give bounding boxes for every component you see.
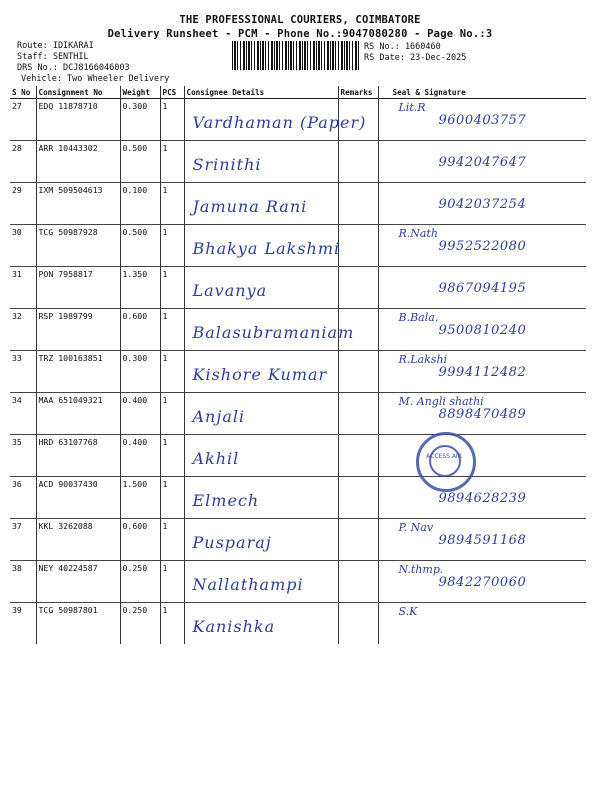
pcs-cell: 1 (160, 561, 184, 603)
consignee-name: Balasubramaniam (192, 323, 355, 342)
signature-cell (378, 183, 586, 225)
signature-cell (378, 477, 586, 519)
receiver-signature: Lit.R (398, 101, 426, 114)
pcs-cell: 1 (160, 435, 184, 477)
remarks-cell (338, 435, 378, 477)
table-row (10, 561, 586, 603)
drs-label: DRS No.: DCJ8166046003 (17, 63, 130, 73)
weight-cell: 0.300 (120, 351, 160, 393)
consignee-name: Nallathampi (192, 575, 304, 594)
consignee-cell (184, 351, 338, 393)
consignee-name: Kishore Kumar (192, 365, 328, 384)
signature-cell (378, 519, 586, 561)
receiver-phone: 9942047647 (438, 155, 527, 170)
table-row (10, 183, 586, 225)
consignee-cell (184, 393, 338, 435)
sno-cell: 38 (10, 561, 36, 603)
consignment-no-cell: ACD 90037430 (36, 477, 120, 519)
consignment-no-cell: TCG 50987801 (36, 603, 120, 645)
rs-number: RS No.: 1660460 (364, 42, 441, 52)
table-row (10, 477, 586, 519)
weight-cell: 1.500 (120, 477, 160, 519)
signature-cell (378, 435, 586, 477)
consignment-no-cell: MAA 651049321 (36, 393, 120, 435)
table-row (10, 225, 586, 267)
pcs-cell: 1 (160, 309, 184, 351)
receiver-phone: 9600403757 (438, 113, 527, 128)
consignment-no-cell: HRD 63107768 (36, 435, 120, 477)
table-row (10, 267, 586, 309)
col-header-consignee: Consignee Details (184, 86, 338, 99)
signature-cell (378, 141, 586, 183)
consignment-no-cell: ARR 10443302 (36, 141, 120, 183)
signature-cell (378, 393, 586, 435)
sno-cell: 37 (10, 519, 36, 561)
runsheet-subtitle: Delivery Runsheet - PCM - Phone No.:9047080280 - Page No.:3 (107, 28, 493, 40)
consignee-name: Kanishka (192, 617, 276, 636)
remarks-cell (338, 351, 378, 393)
company-seal-stamp (416, 432, 476, 492)
receiver-signature: P. Nav (398, 521, 434, 534)
consignee-cell (184, 267, 338, 309)
sno-cell: 39 (10, 603, 36, 645)
consignment-no-cell: KKL 3262088 (36, 519, 120, 561)
consignee-cell (184, 435, 338, 477)
remarks-cell (338, 561, 378, 603)
pcs-cell: 1 (160, 519, 184, 561)
pcs-cell: 1 (160, 351, 184, 393)
receiver-signature: R.Nath (398, 227, 438, 240)
receiver-signature: N.thmp. (398, 563, 444, 576)
consignment-no-cell: RSP 1989799 (36, 309, 120, 351)
barcode-icon (232, 41, 360, 70)
table-row (10, 309, 586, 351)
signature-cell (378, 561, 586, 603)
sno-cell: 32 (10, 309, 36, 351)
receiver-phone: 8898470489 (438, 407, 527, 422)
receiver-signature: S.K (398, 605, 418, 618)
runsheet-table (10, 86, 586, 644)
table-row (10, 393, 586, 435)
sno-cell: 27 (10, 99, 36, 141)
consignee-name: Pusparaj (192, 533, 272, 552)
consignment-no-cell: TCG 50987928 (36, 225, 120, 267)
consignee-cell (184, 603, 338, 645)
sno-cell: 33 (10, 351, 36, 393)
weight-cell: 1.350 (120, 267, 160, 309)
consignee-name: Anjali (192, 407, 246, 426)
pcs-cell: 1 (160, 267, 184, 309)
consignee-cell (184, 99, 367, 141)
table-row (10, 603, 586, 645)
consignee-name: Elmech (192, 491, 260, 510)
stamp-text: ACCESS AIR (426, 453, 462, 460)
signature-cell (378, 309, 586, 351)
consignee-name: Akhil (192, 449, 240, 468)
consignment-no-cell: NEY 40224587 (36, 561, 120, 603)
table-row (10, 141, 586, 183)
pcs-cell: 1 (160, 225, 184, 267)
consignee-name: Bhakya Lakshmi (192, 239, 341, 258)
remarks-cell (338, 225, 378, 267)
consignee-cell (184, 225, 341, 267)
weight-cell: 0.500 (120, 225, 160, 267)
consignment-no-cell: EDQ 11878710 (36, 99, 120, 141)
pcs-cell: 1 (160, 99, 184, 141)
table-row (10, 351, 586, 393)
weight-cell: 0.600 (120, 309, 160, 351)
consignee-cell (184, 141, 338, 183)
sno-cell: 28 (10, 141, 36, 183)
consignee-name: Srinithi (192, 155, 262, 174)
vehicle-label: Vehicle: Two Wheeler Delivery (21, 74, 170, 84)
receiver-phone: 9500810240 (438, 323, 527, 338)
receiver-phone: 9842270060 (438, 575, 527, 590)
weight-cell: 0.300 (120, 99, 160, 141)
sno-cell: 29 (10, 183, 36, 225)
sno-cell: 36 (10, 477, 36, 519)
consignee-cell (184, 183, 338, 225)
signature-cell (378, 225, 586, 267)
remarks-cell (338, 477, 378, 519)
consignee-name: Vardhaman (Paper) (192, 113, 367, 132)
remarks-cell (338, 267, 378, 309)
consignee-cell (184, 477, 338, 519)
col-header-weight: Weight (120, 86, 160, 99)
table-header-row (10, 86, 586, 99)
consignment-no-cell: TRZ 100163851 (36, 351, 120, 393)
signature-cell (378, 99, 586, 141)
consignee-cell (184, 519, 338, 561)
sno-cell: 30 (10, 225, 36, 267)
receiver-signature: M. Angli shathi (398, 395, 484, 408)
table-row (10, 519, 586, 561)
pcs-cell: 1 (160, 477, 184, 519)
sno-cell: 35 (10, 435, 36, 477)
receiver-phone: 9042037254 (438, 197, 527, 212)
weight-cell: 0.250 (120, 603, 160, 645)
remarks-cell (338, 519, 378, 561)
consignee-cell (184, 561, 338, 603)
staff-label: Staff: SENTHIL (17, 52, 89, 62)
remarks-cell (338, 183, 378, 225)
consignment-no-cell: PON 7958817 (36, 267, 120, 309)
receiver-signature: R.Lakshi (398, 353, 448, 366)
consignee-name: Jamuna Rani (192, 197, 308, 216)
receiver-phone: 9894591168 (438, 533, 527, 548)
col-header-signature: Seal & Signature (378, 86, 586, 99)
weight-cell: 0.400 (120, 435, 160, 477)
company-title: THE PROFESSIONAL COURIERS, COIMBATORE (179, 14, 421, 26)
receiver-phone: 9994112482 (438, 365, 527, 380)
remarks-cell (338, 393, 378, 435)
table-row (10, 99, 586, 141)
pcs-cell: 1 (160, 393, 184, 435)
col-header-sno: S No (10, 86, 36, 99)
weight-cell: 0.400 (120, 393, 160, 435)
remarks-cell (338, 603, 378, 645)
sno-cell: 34 (10, 393, 36, 435)
pcs-cell: 1 (160, 141, 184, 183)
signature-cell (378, 603, 586, 645)
table-row (10, 435, 586, 477)
col-header-pcs: PCS (160, 86, 184, 99)
signature-cell (378, 267, 586, 309)
consignee-name: Lavanya (192, 281, 268, 300)
pcs-cell: 1 (160, 603, 184, 645)
weight-cell: 0.500 (120, 141, 160, 183)
weight-cell: 0.250 (120, 561, 160, 603)
col-header-consignment: Consignment No (36, 86, 120, 99)
weight-cell: 0.600 (120, 519, 160, 561)
remarks-cell (338, 141, 378, 183)
sno-cell: 31 (10, 267, 36, 309)
route-label: Route: IDIKARAI (17, 41, 94, 51)
receiver-signature: B.Bala. (398, 311, 439, 324)
col-header-remarks: Remarks (338, 86, 378, 99)
receiver-phone: 9894628239 (438, 491, 527, 506)
receiver-phone: 9952522080 (438, 239, 527, 254)
receiver-phone: 9867094195 (438, 281, 527, 296)
consignee-cell (184, 309, 355, 351)
weight-cell: 0.100 (120, 183, 160, 225)
pcs-cell: 1 (160, 183, 184, 225)
rs-date: RS Date: 23-Dec-2025 (364, 53, 467, 63)
consignment-no-cell: IXM 509504613 (36, 183, 120, 225)
signature-cell (378, 351, 586, 393)
